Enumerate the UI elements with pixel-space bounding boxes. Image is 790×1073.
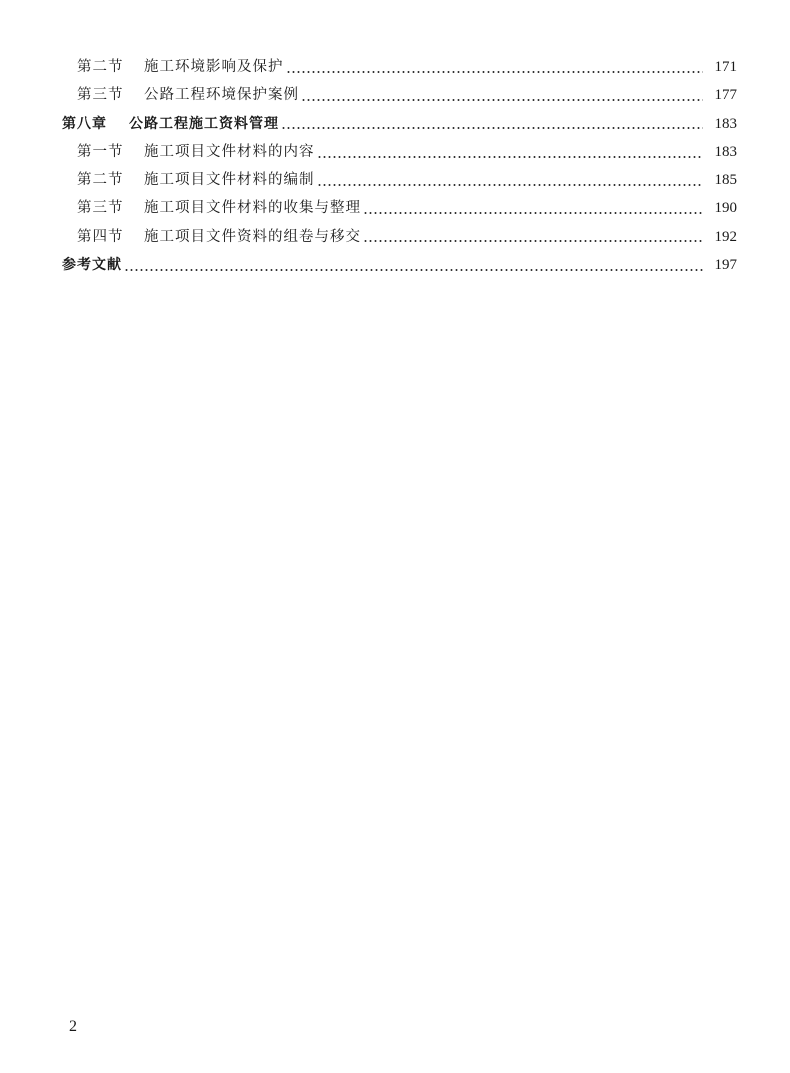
toc-chapter-number: 第八章	[62, 115, 107, 132]
page-number: 2	[69, 1018, 77, 1035]
dot-leader	[124, 269, 703, 271]
toc-chapter-title: 公路工程施工资料管理	[129, 115, 279, 132]
dot-leader	[363, 212, 703, 214]
toc-chapter-entry[interactable]	[62, 110, 737, 138]
toc-entry-page: 171	[714, 59, 737, 75]
toc-entry-title: 施工项目文件材料的内容	[144, 143, 315, 160]
toc-entry-number: 第二节	[77, 59, 124, 75]
dot-leader	[363, 240, 703, 242]
toc-entry-title: 公路工程环境保护案例	[144, 87, 299, 104]
toc-entry[interactable]	[62, 223, 737, 251]
toc-entry[interactable]	[62, 81, 737, 109]
toc-entry-title: 施工环境影响及保护	[144, 59, 284, 75]
toc-entry[interactable]	[62, 53, 737, 81]
toc-entry[interactable]	[62, 166, 737, 194]
toc-entry-page: 183	[714, 143, 737, 160]
toc-references-title: 参考文献	[62, 257, 122, 274]
toc-references-entry[interactable]	[62, 251, 737, 279]
toc-entry-page: 185	[714, 172, 737, 189]
table-of-contents	[62, 53, 737, 279]
dot-leader	[317, 156, 704, 158]
toc-entry-title: 施工项目文件材料的收集与整理	[144, 200, 361, 217]
dot-leader	[301, 99, 703, 101]
toc-entry[interactable]	[62, 194, 737, 222]
toc-entry-page: 177	[714, 87, 737, 104]
toc-entry-title: 施工项目文件资料的组卷与移交	[144, 228, 361, 245]
toc-entry-number: 第二节	[77, 172, 124, 189]
dot-leader	[317, 184, 704, 186]
toc-entry-number: 第四节	[77, 228, 124, 245]
toc-entry-page: 190	[714, 200, 737, 217]
toc-entry-page: 197	[714, 257, 737, 274]
toc-entry-number: 第一节	[77, 143, 124, 160]
toc-entry-number: 第三节	[77, 87, 124, 104]
toc-entry-number: 第三节	[77, 200, 124, 217]
toc-entry-title: 施工项目文件材料的编制	[144, 172, 315, 189]
dot-leader	[286, 71, 704, 73]
dot-leader	[281, 127, 703, 129]
toc-entry[interactable]	[62, 138, 737, 166]
toc-entry-page: 183	[714, 115, 737, 132]
toc-entry-page: 192	[714, 228, 737, 245]
